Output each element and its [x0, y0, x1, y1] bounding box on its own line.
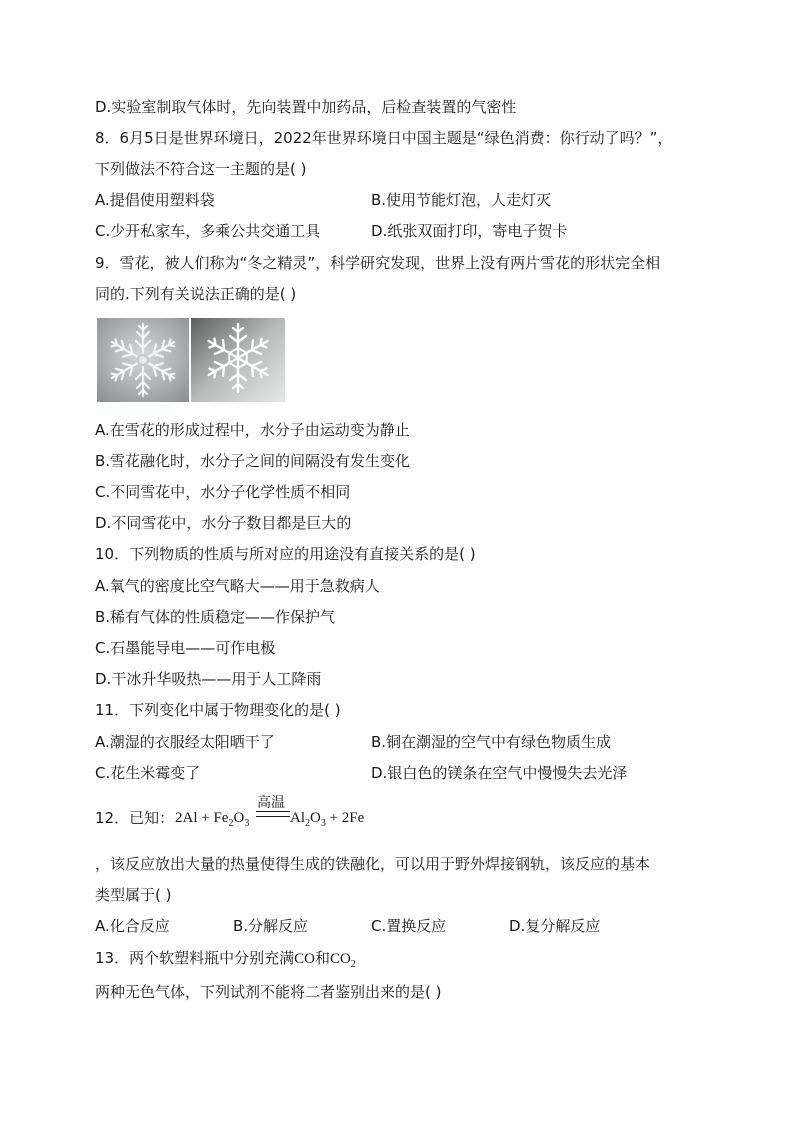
q8-option-d: D.纸张双面打印，寄电子贺卡 — [371, 222, 568, 240]
lhs-o: O — [233, 810, 245, 826]
q12-prefix: 12．已知： — [95, 809, 175, 827]
q8-option-b: B.使用节能灯泡，人走灯灭 — [371, 191, 552, 209]
q11-stem: 11．下列变化中属于物理变化的是( ) — [95, 701, 341, 719]
lhs-o-subscript: 3 — [244, 818, 250, 829]
q11-option-a: A.潮湿的衣服经太阳晒干了 — [95, 733, 275, 751]
q11-option-d: D.银白色的镁条在空气中慢慢失去光泽 — [371, 764, 628, 782]
q12-equals-sign — [256, 811, 290, 817]
q12-option-a: A.化合反应 — [95, 917, 170, 935]
q12-option-c: C.置换反应 — [371, 917, 447, 935]
q13-and: 和 — [314, 949, 330, 967]
q9-option-c: C.不同雪花中，水分子化学性质不相同 — [95, 483, 351, 501]
co2-subscript: 2 — [350, 959, 356, 970]
q8-stem-line1: 8．6月5日是世界环境日，2022年世界环境日中国主题是“绿色消费：你行动了吗？”， — [95, 129, 673, 147]
rhs-o-subscript: 3 — [320, 818, 326, 829]
rhs-fe: + 2Fe — [325, 810, 365, 826]
q13-co: CO — [294, 951, 315, 967]
q9-stem-line1: 9．雪花，被人们称为“冬之精灵”，科学研究发现，世界上没有两片雪花的形状完全相 — [95, 254, 661, 272]
q13-stem-line2: 两种无色气体，下列试剂不能将二者鉴别出来的是( ) — [95, 983, 442, 1001]
q9-option-d: D.不同雪花中，水分子数目都是巨大的 — [95, 514, 352, 532]
q12-stem-line3: 类型属于( ) — [95, 886, 172, 904]
co2-base: CO — [329, 951, 351, 967]
q12-reaction-condition: 高温 — [257, 795, 285, 811]
q9-option-b: B.雪花融化时，水分子之间的间隔没有发生变化 — [95, 452, 411, 470]
q11-option-b: B.铜在潮湿的空气中有绿色物质生成 — [371, 733, 612, 751]
q12-stem-line2: ，该反应放出大量的热量使得生成的铁融化，可以用于野外焊接钢轨，该反应的基本 — [95, 855, 651, 873]
q8-option-a: A.提倡使用塑料袋 — [95, 191, 215, 209]
q12-option-d: D.复分解反应 — [509, 917, 601, 935]
rhs-o: O — [310, 810, 321, 826]
q9-stem-line2: 同的.下列有关说法正确的是( ) — [95, 285, 297, 303]
snowflake-photo-2 — [191, 318, 285, 402]
rhs-al-subscript: 2 — [305, 818, 310, 829]
lhs-fe-subscript: 2 — [228, 818, 234, 829]
q10-option-b: B.稀有气体的性质稳定——作保护气 — [95, 608, 336, 626]
q12-equation-lhs — [175, 808, 249, 834]
q12-equation-rhs — [290, 808, 364, 834]
q7-option-d: D.实验室制取气体时，先向装置中加药品，后检查装置的气密性 — [95, 98, 517, 116]
lhs-al-fe: 2Al + Fe — [175, 810, 229, 826]
q10-option-c: C.石墨能导电——可作电极 — [95, 639, 276, 657]
q10-stem: 10．下列物质的性质与所对应的用途没有直接关系的是( ) — [95, 545, 476, 563]
q8-stem-line2: 下列做法不符合这一主题的是( ) — [95, 160, 307, 178]
q11-option-c: C.花生米霉变了 — [95, 764, 201, 782]
q9-option-a: A.在雪花的形成过程中，水分子由运动变为静止 — [95, 421, 410, 439]
q10-option-d: D.干冰升华吸热——用于人工降雨 — [95, 670, 322, 688]
q10-option-a: A.氧气的密度比空气略大——用于急救病人 — [95, 577, 380, 595]
snowflake-photo-1 — [97, 318, 189, 402]
q12-option-b: B.分解反应 — [233, 917, 309, 935]
q13-co2 — [329, 951, 356, 970]
q8-option-c: C.少开私家车，多乘公共交通工具 — [95, 222, 321, 240]
rhs-al: Al — [290, 810, 305, 826]
q13-prefix: 13．两个软塑料瓶中分别充满 — [95, 949, 295, 967]
q13-stem-line1 — [95, 948, 356, 975]
